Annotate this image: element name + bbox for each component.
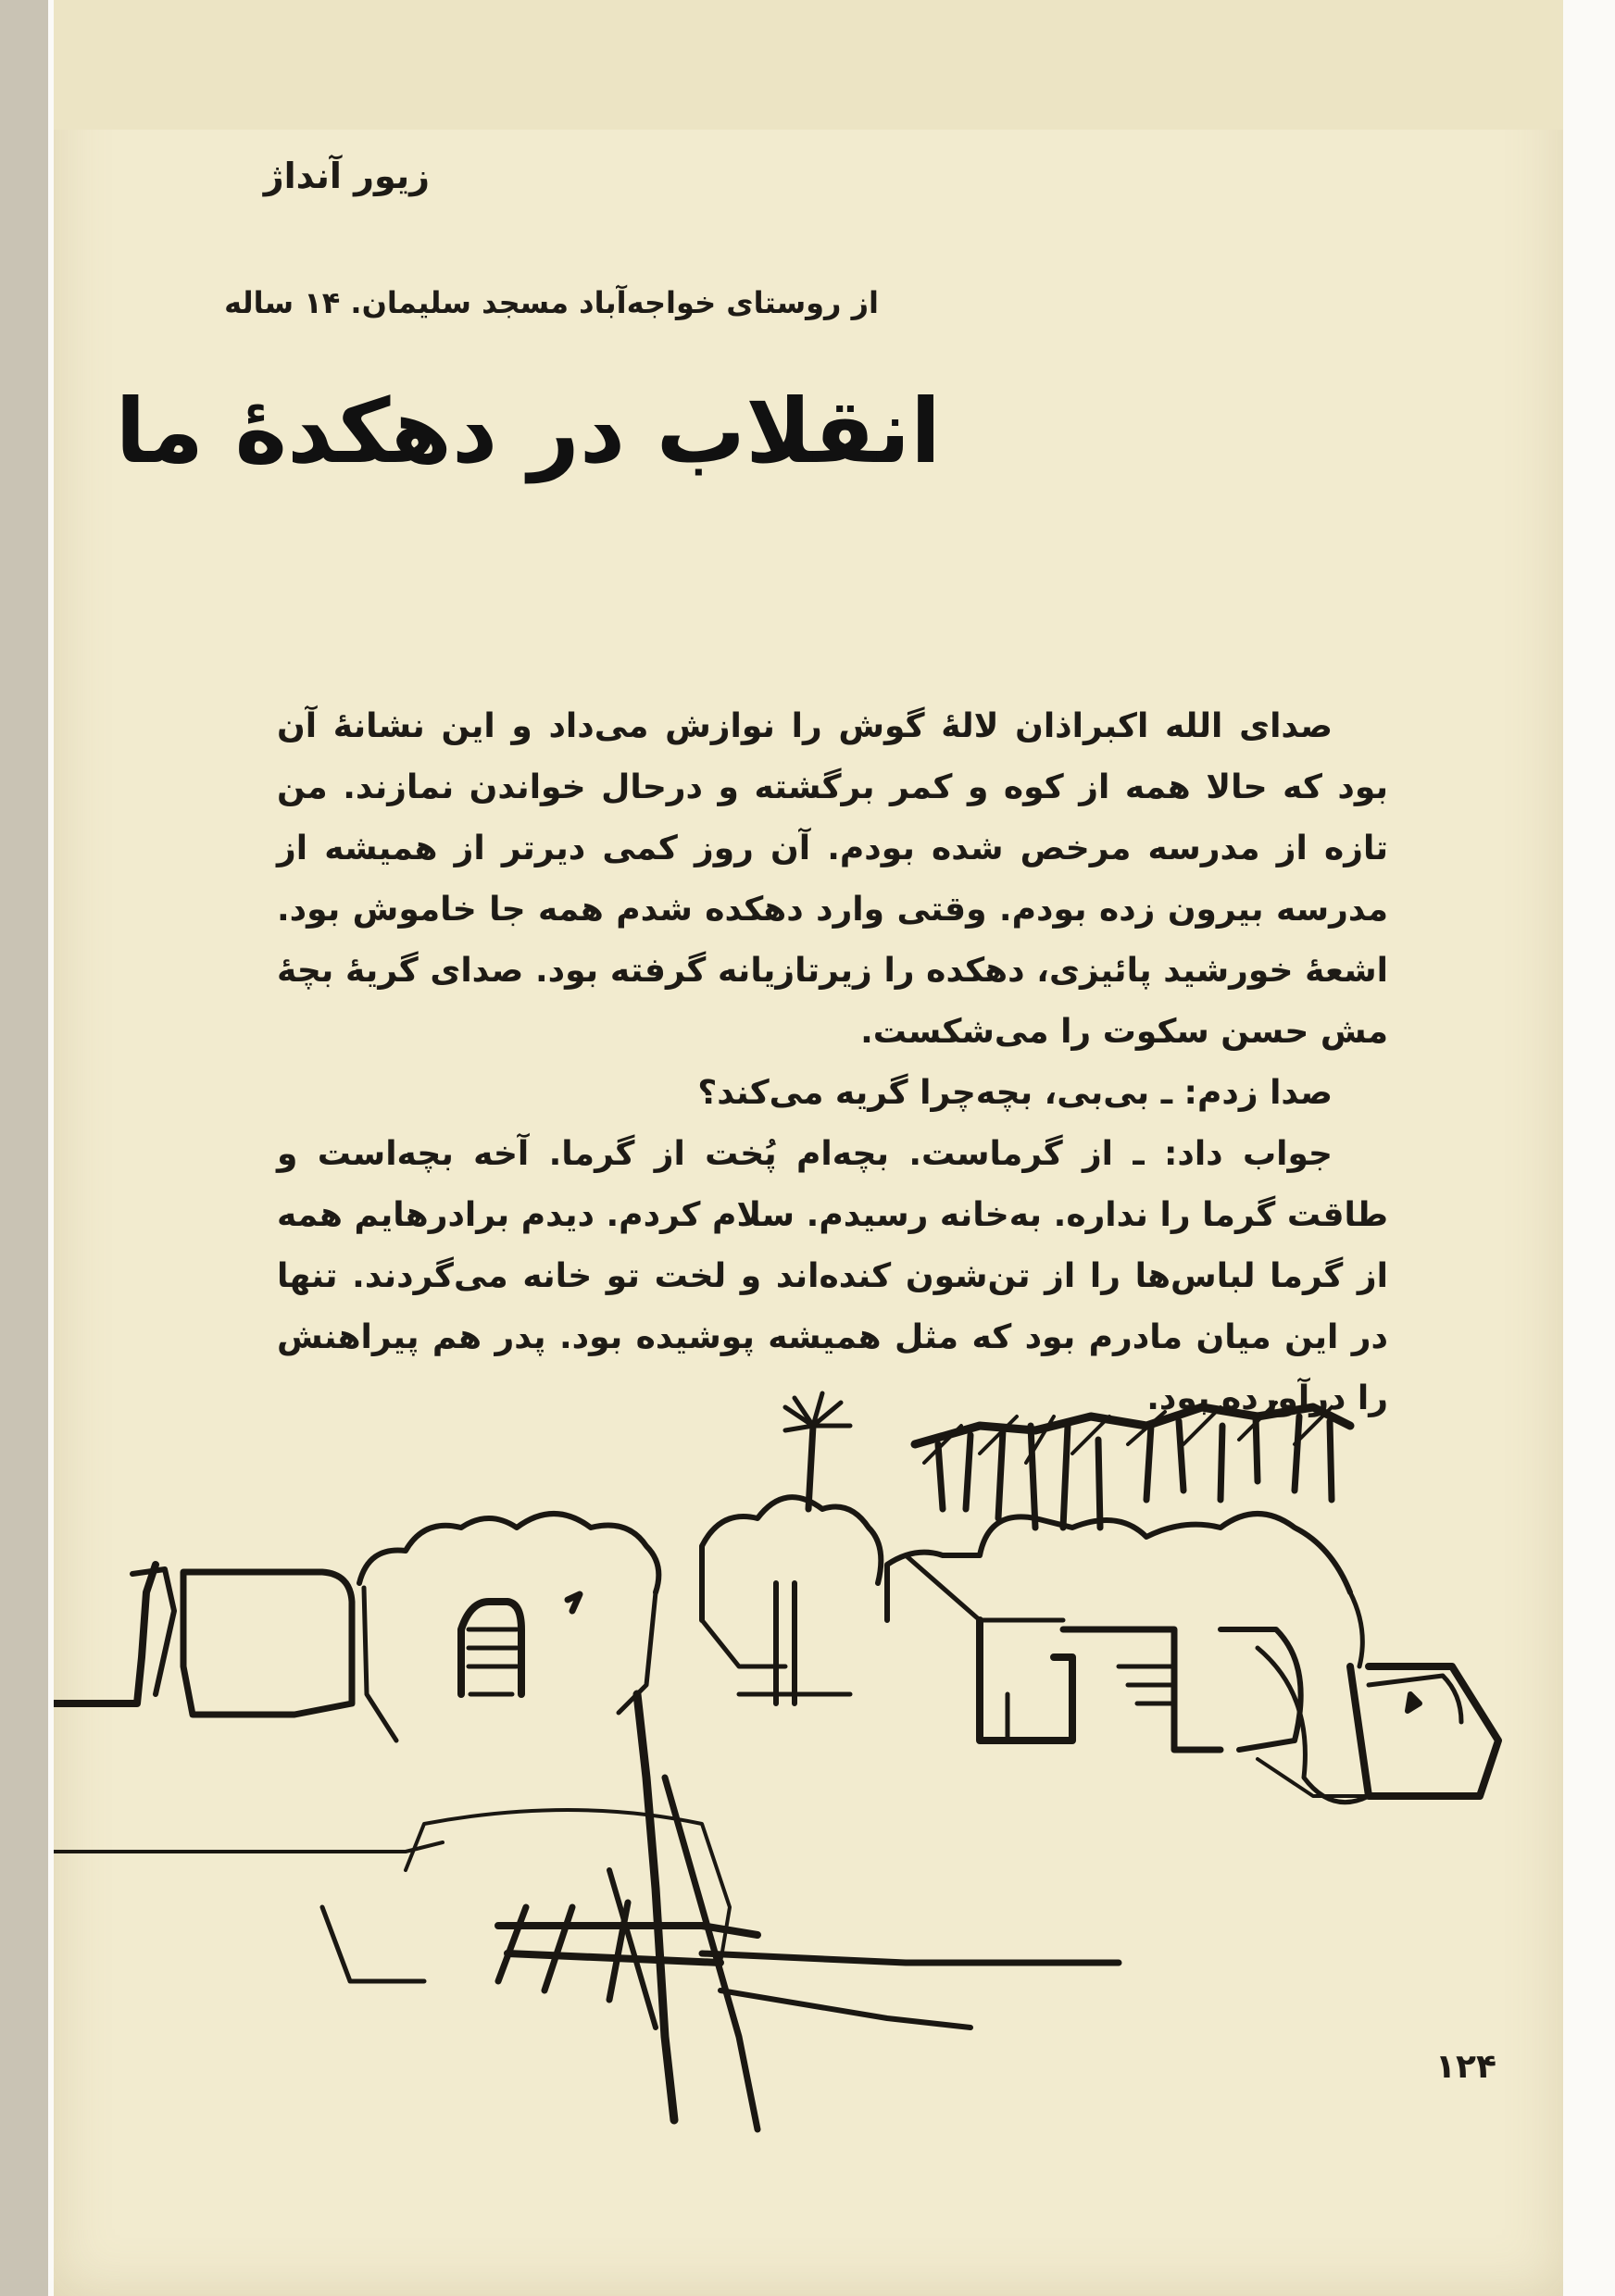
scan-edge-strip (0, 0, 48, 2296)
village-sketch-icon (54, 1389, 1563, 2148)
author-name: زیور آنداژ (263, 156, 430, 196)
story-body (277, 696, 1388, 1429)
paragraph: صدای الله اکبراذان لالهٔ گوش را نوازش می‌داد و این نشانهٔ آن بود که حالا همه از کوه و کمر برگشته و درحال خواندن نمازند. من تازه از مدرسه مرخص شده بودم. آن روز کمی دیرتر از همیشه از مدرسه بیرون زده بودم. وقتی وارد دهکده شدم همه جا خاموش بود. اشعهٔ خورشید پائیزی، دهکده را زیرتازیانه گرفته بود. صدای گریهٔ بچهٔ مش حسن سکوت را می‌شکست. (277, 707, 1388, 1051)
paragraph: صدا زدم: ـ بی‌بی، بچه‌چرا گریه می‌کند؟ (697, 1074, 1333, 1112)
author-subtitle: از روستای خواجه‌آباد مسجد سلیمان. ۱۴ ساله (224, 285, 879, 320)
story-title: انقلاب در دهکدهٔ ما (115, 380, 941, 483)
page-number: ۱۲۴ (1435, 2048, 1496, 2086)
paragraph: جواب داد: ـ از گرماست. بچه‌ام پُخت از گرما. آخه بچه‌است و طاقت گرما را نداره. به‌خانه رسیدم. سلام کردم. دیدم برادرهایم همه از گرما لباس‌ها را از تن‌شون کنده‌اند و لخت تو خانه می‌گردند. تنها در این میان مادرم بود که مثل همیشه پوشیده بود. پدر هم پیراهنش را درآورده بود. (277, 1135, 1388, 1417)
page-top-shade (54, 0, 1563, 130)
